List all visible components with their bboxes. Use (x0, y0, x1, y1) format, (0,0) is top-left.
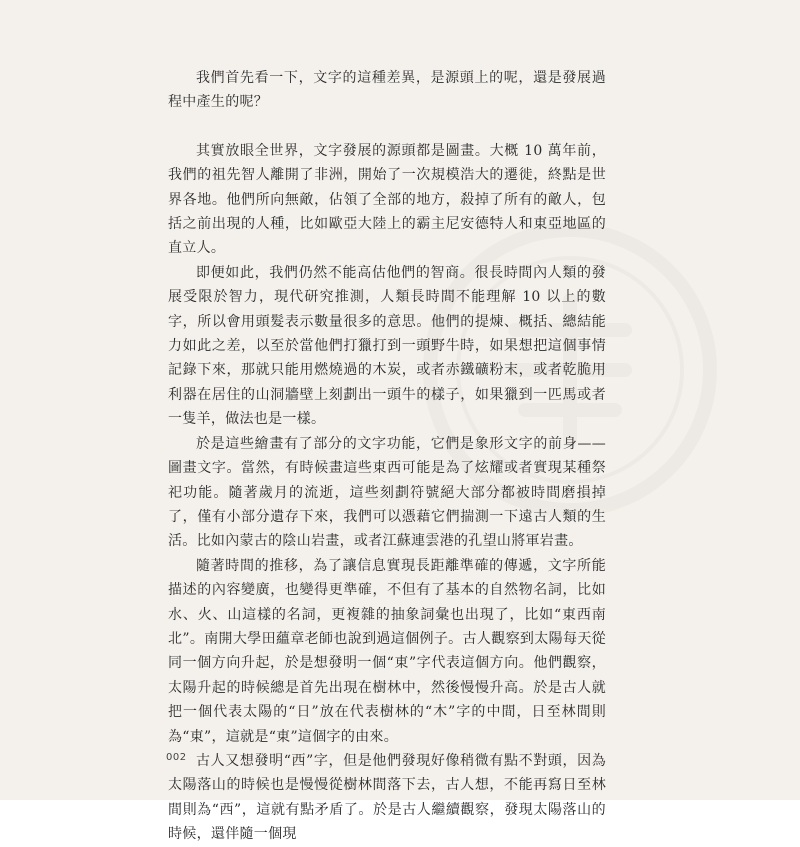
paragraph-4: 於是這些繪畫有了部分的文字功能，它們是象形文字的前身——圖畫文字。當然，有時候畫這些東西可能是為了炫耀或者實現某種祭祀功能。隨著歲月的流逝，這些刻劃符號絕大部分都被時間磨損掉了，僅有小部分遺存下來，我們可以憑藉它們揣測一下遠古人類的生活。比如內蒙古的陰山岩畫，或者江蘇連雲港的孔望山將軍岩畫。 (168, 435, 606, 550)
paragraph-6: 古人又想發明“西”字，但是他們發現好像稍微有點不對頭，因為太陽落山的時候也是慢慢從樹林間落下去，古人想，不能再寫日至林間則為“西”，這就有點矛盾了。於是古人繼續觀察，發現太陽落山的時候，還伴隨一個現 (168, 752, 606, 843)
paragraph-5: 隨著時間的推移，為了讓信息實現長距離準確的傳遞，文字所能描述的內容變廣，也變得更準確，不但有了基本的自然物名詞，比如水、火、山這樣的名詞，更複雜的抽象詞彙也出現了，比如“東西南北”。南開大學田蘊章老師也說到過這個例子。古人觀察到太陽每天從同一個方向升起，於是想發明一個“東”字代表這個方向。他們觀察，太陽升起的時候總是首先出現在樹林中，然後慢慢升高。於是古人就把一個代表太陽的“日”放在代表樹林的“木”字的中間，日至林間則為“東”，這就是“東”這個字的由來。 (168, 557, 606, 745)
paragraph-3: 即便如此，我們仍然不能高估他們的智商。很長時間內人類的發展受限於智力，現代研究推測，人類長時間不能理解 10 以上的數字，所以會用頭髮表示數量很多的意思。他們的提煉、概括、總結能力如此之差，以至於當他們打獵打到一頭野牛時，如果想把這個事情記錄下來，那就只能用燃燒過的木炭，或者赤鐵礦粉末，或者乾脆用利器在居住的山洞牆壁上刻劃出一頭牛的樣子，如果獵到一匹馬或者一隻羊，做法也是一樣。 (168, 264, 606, 428)
page-number: 002 (166, 752, 187, 763)
paragraph-1: 我們首先看一下，文字的這種差異，是源頭上的呢，還是發展過程中產生的呢？ (168, 70, 606, 111)
paragraph-2: 其實放眼全世界，文字發展的源頭都是圖畫。大概 10 萬年前，我們的祖先智人離開了非洲，開始了一次規模浩大的遷徙，終點是世界各地。他們所向無敵，佔領了全部的地方，殺掉了所有的敵人，包括之前出現的人種，比如歐亞大陸上的霸主尼安德特人和東亞地區的直立人。 (168, 142, 606, 257)
body-text (168, 66, 606, 847)
